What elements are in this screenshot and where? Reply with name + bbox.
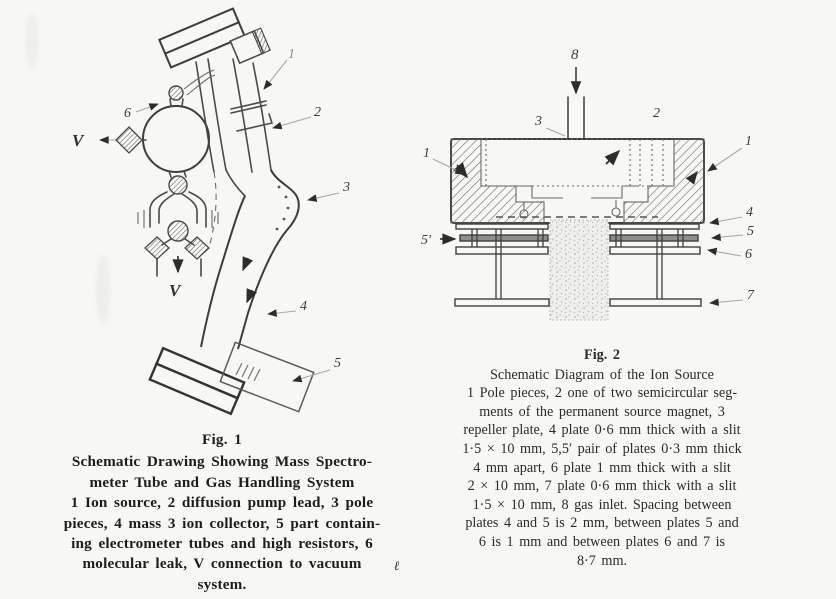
svg-text:7: 7 bbox=[747, 288, 754, 303]
caption-line: ments of the permanent source magnet, 3 bbox=[479, 403, 725, 420]
fig1-label-5 bbox=[293, 356, 341, 381]
fig1-label-6 bbox=[124, 104, 158, 121]
svg-text:3: 3 bbox=[343, 180, 350, 195]
fig1-label-2 bbox=[273, 105, 321, 128]
caption-line: 1 Pole pieces, 2 one of two semicircular seg- bbox=[466, 385, 738, 402]
caption-line: 1·5 × 10 mm, 5,5′ pair of plates 0·3 mm thick bbox=[462, 440, 742, 457]
fig2-label-5 bbox=[712, 224, 754, 239]
caption-line: meter Tube and Gas Handling System bbox=[89, 473, 355, 491]
fig2-label-7 bbox=[710, 288, 755, 303]
fig2-label-2 bbox=[653, 106, 660, 121]
fig1-beam-arrows bbox=[243, 258, 252, 302]
svg-text:2: 2 bbox=[314, 105, 321, 120]
fig2-plate-stack-right bbox=[610, 224, 701, 306]
fig2-label-8: 8 bbox=[571, 47, 579, 63]
caption-line: Schematic Drawing Showing Mass Spectro- bbox=[71, 453, 373, 471]
fig2-plate-stack-left bbox=[455, 224, 549, 306]
svg-text:1: 1 bbox=[288, 47, 295, 62]
fig2-label-6 bbox=[708, 247, 752, 262]
svg-text:1: 1 bbox=[745, 134, 752, 149]
fig2-caption bbox=[428, 346, 776, 570]
fig1-drawing bbox=[0, 0, 440, 430]
fig2-ion-beam-column bbox=[550, 220, 608, 320]
svg-text:6: 6 bbox=[745, 247, 752, 262]
fig1-gas-manifold bbox=[138, 192, 218, 276]
fig2-label-1-right bbox=[708, 134, 752, 171]
fig1-label-v-bottom: V bbox=[169, 281, 181, 300]
caption-line: 4 mm apart, 6 plate 1 mm thick with a slit bbox=[473, 459, 731, 476]
svg-text:5: 5 bbox=[334, 356, 341, 371]
fig2-label-3 bbox=[534, 114, 565, 136]
fig1-label-v-left: V bbox=[72, 131, 84, 150]
caption-line: 1 Ion source, 2 diffusion pump lead, 3 pole bbox=[70, 494, 374, 512]
caption-line: repeller plate, 4 plate 0·6 mm thick with a slit bbox=[463, 422, 741, 439]
fig1-spectrometer-tube bbox=[196, 59, 299, 349]
fig2-drawing bbox=[420, 35, 830, 355]
caption-line: 1·5 × 10 mm, 8 gas inlet. Spacing between bbox=[472, 496, 732, 513]
caption-line: Schematic Diagram of the Ion Source bbox=[490, 366, 714, 383]
caption-line: ing electrometer tubes and high resistors, 6 bbox=[71, 535, 373, 553]
fig1-caption-title: Fig. 1 bbox=[202, 431, 242, 448]
caption-line: 2 × 10 mm, 7 plate 0·6 mm thick with a slit bbox=[467, 478, 737, 495]
svg-text:5: 5 bbox=[747, 224, 754, 239]
fig2-caption-title: Fig. 2 bbox=[584, 347, 620, 363]
svg-text:2: 2 bbox=[653, 106, 660, 121]
fig2-label-5-prime bbox=[421, 233, 455, 248]
fig1-top-block bbox=[159, 9, 244, 68]
fig2-magnet-block bbox=[451, 139, 704, 223]
fig1-label-1 bbox=[264, 47, 295, 89]
fig1-gas-bulb bbox=[143, 70, 215, 194]
fig1-pole-gap-dots bbox=[276, 186, 290, 231]
fig1-label-4 bbox=[268, 299, 307, 314]
caption-line: system. bbox=[197, 575, 247, 593]
caption-line: molecular leak, V connection to vacuum bbox=[82, 555, 362, 573]
fig1-label-3 bbox=[308, 180, 350, 200]
svg-text:4: 4 bbox=[746, 205, 753, 220]
svg-text:3: 3 bbox=[535, 114, 542, 129]
fig2-label-4 bbox=[710, 205, 753, 223]
svg-text:6: 6 bbox=[124, 106, 131, 121]
caption-line: pieces, 4 mass 3 ion collector, 5 part contain- bbox=[63, 514, 381, 532]
svg-text:1: 1 bbox=[423, 146, 430, 161]
fig1-caption bbox=[42, 430, 402, 595]
svg-text:5′: 5′ bbox=[421, 233, 432, 248]
caption-line: 6 is 1 mm and between plates 6 and 7 is bbox=[478, 533, 726, 550]
svg-text:4: 4 bbox=[300, 299, 307, 314]
fig1-molecular-leak-valve bbox=[169, 86, 183, 100]
stray-print-mark: ℓ bbox=[394, 558, 400, 573]
caption-line: plates 4 and 5 is 2 mm, between plates 5 and bbox=[465, 515, 739, 532]
caption-line: 8·7 mm. bbox=[576, 552, 628, 569]
fig1-vacuum-valve-left bbox=[100, 127, 146, 153]
